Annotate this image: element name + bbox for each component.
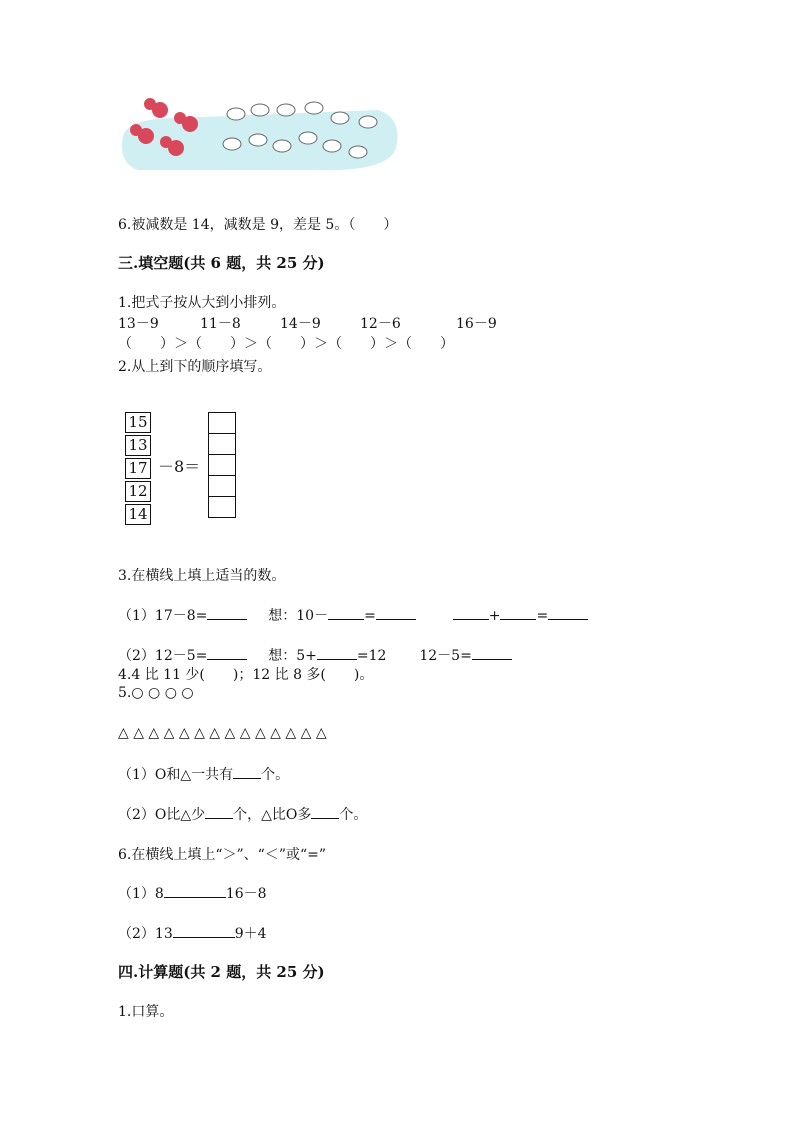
answer-blank[interactable] <box>205 804 233 819</box>
q3-text: =12 <box>356 648 387 664</box>
q3-text: = <box>536 608 549 624</box>
q3-text: 想：10－ <box>268 608 329 624</box>
q1-expr: 12－6 <box>360 316 401 332</box>
q5-sub-2 <box>118 804 367 824</box>
answer-blank[interactable] <box>328 605 364 620</box>
q5-triangles: △ △ △ △ △ △ △ △ △ △ △ △ △ △ <box>118 725 327 741</box>
q3-text: + <box>488 608 501 624</box>
q2-number: 14 <box>125 504 151 525</box>
answer-blank[interactable] <box>500 605 536 620</box>
answer-blank[interactable] <box>453 605 489 620</box>
q5-text: 个。 <box>261 767 290 783</box>
q3-line-2 <box>118 645 512 665</box>
q2-number: 13 <box>125 435 151 456</box>
answer-blank[interactable] <box>207 605 247 620</box>
q6-text: 9＋4 <box>234 926 267 942</box>
q6-sub-1 <box>118 883 267 903</box>
q6-title: 6.在横线上填上“＞”、“＜”或“=” <box>118 847 327 863</box>
q5-text: 个，△比O多 <box>233 807 312 823</box>
answer-blank[interactable] <box>233 764 261 779</box>
q5-sub-1 <box>118 764 289 784</box>
q5-text: （2）O比△少 <box>118 807 206 823</box>
q2-number-column <box>125 412 151 527</box>
q2-answer-box[interactable] <box>209 476 235 497</box>
q3-text: 12－5= <box>419 648 472 664</box>
q1-expr: 13－9 <box>118 316 159 332</box>
answer-blank[interactable] <box>207 645 247 660</box>
answer-blank[interactable] <box>548 605 588 620</box>
q1-answer-line: （ ）＞（ ）＞（ ）＞（ ）＞（ ） <box>118 336 454 352</box>
q4: 4.4 比 11 少( )；12 比 8 多( )。 <box>118 667 374 683</box>
q5-text: （1）O和△一共有 <box>118 767 234 783</box>
q2-number: 15 <box>125 412 151 433</box>
q3-text: （1）17－8= <box>118 608 208 624</box>
q2-answer-box[interactable] <box>209 434 235 455</box>
judge-question-6: 6.被减数是 14，减数是 9，差是 5。（ ） <box>118 217 398 233</box>
answer-blank[interactable] <box>472 645 512 660</box>
section-4-title: 四.计算题(共 2 题，共 25 分) <box>118 963 325 981</box>
q2-title: 2.从上到下的顺序填写。 <box>118 359 272 375</box>
answer-blank[interactable] <box>376 605 416 620</box>
answer-blank[interactable] <box>164 883 226 898</box>
q2-answer-box[interactable] <box>209 455 235 476</box>
q6-sub-2 <box>118 923 267 943</box>
q6-text: （1）8 <box>118 886 164 902</box>
q2-answer-box[interactable] <box>209 497 235 517</box>
q2-answer-column <box>208 412 236 518</box>
q3-title: 3.在横线上填上适当的数。 <box>118 568 286 584</box>
q3-text: = <box>364 608 376 624</box>
q3-text: 想：5+ <box>268 648 317 664</box>
q5-circles: 5.○ ○ ○ ○ <box>118 685 194 701</box>
calc-q1-title: 1.口算。 <box>118 1004 174 1020</box>
q1-expr: 14－9 <box>280 316 321 332</box>
q2-answer-box[interactable] <box>209 413 235 434</box>
answer-blank[interactable] <box>173 923 235 938</box>
q3-line-1 <box>118 605 588 625</box>
q5-text: 个。 <box>339 807 368 823</box>
answer-blank[interactable] <box>317 645 357 660</box>
answer-blank[interactable] <box>311 804 339 819</box>
q3-text: （2）12－5= <box>118 648 208 664</box>
q6-text: 16－8 <box>225 886 267 902</box>
q2-number: 17 <box>125 458 151 479</box>
q6-text: （2）13 <box>118 926 173 942</box>
q1-expr: 16－9 <box>456 316 497 332</box>
q1-expr: 11－8 <box>200 316 241 332</box>
animals-illustration <box>118 88 398 174</box>
q2-number: 12 <box>125 481 151 502</box>
section-3-title: 三.填空题(共 6 题，共 25 分) <box>118 254 325 272</box>
q2-operator: －8＝ <box>158 457 201 476</box>
q1-title: 1.把式子按从大到小排列。 <box>118 295 286 311</box>
